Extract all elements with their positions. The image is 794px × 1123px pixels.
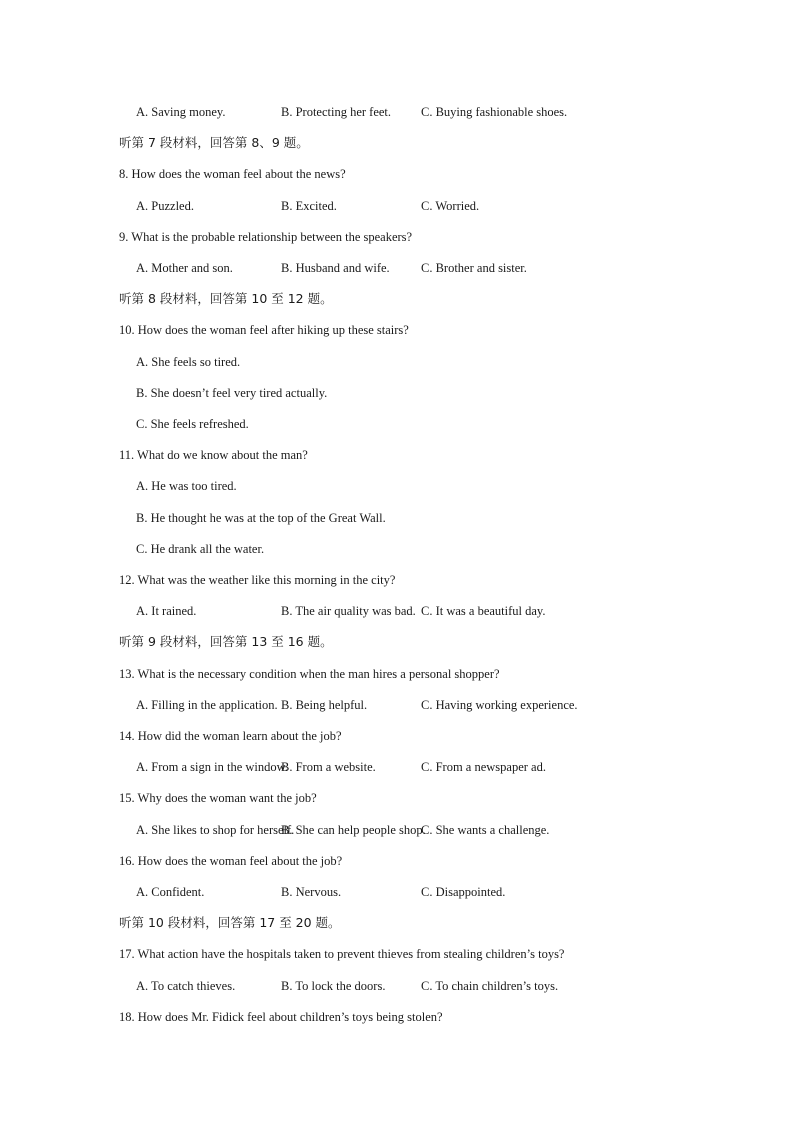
answer-option: B. The air quality was bad. bbox=[281, 604, 416, 618]
answer-option: A. Filling in the application. bbox=[136, 698, 278, 712]
question-text: 13. What is the necessary condition when the man hires a personal shopper? bbox=[119, 667, 500, 681]
question-text: 11. What do we know about the man? bbox=[119, 448, 308, 462]
answer-option: C. Buying fashionable shoes. bbox=[421, 105, 568, 119]
answer-option: C. Brother and sister. bbox=[421, 261, 527, 275]
answer-option: A. Puzzled. bbox=[136, 199, 194, 213]
answer-option: B. Being helpful. bbox=[281, 698, 368, 712]
answer-option: B. Excited. bbox=[281, 199, 337, 213]
answer-option: C. To chain children’s toys. bbox=[421, 979, 559, 993]
answer-option: C. Having working experience. bbox=[421, 698, 578, 712]
answer-option: C. It was a beautiful day. bbox=[421, 604, 546, 618]
question-text: 17. What action have the hospitals taken to prevent thieves from stealing children’s toys? bbox=[119, 947, 565, 961]
answer-option: A. She likes to shop for herself. bbox=[136, 823, 295, 837]
answer-option: B. She can help people shop. bbox=[281, 823, 426, 837]
question-text: 8. How does the woman feel about the news? bbox=[119, 167, 346, 181]
section-instruction: 听第 7 段材料，回答第 8、9 题。 bbox=[119, 135, 309, 150]
answer-option: B. From a website. bbox=[281, 760, 376, 774]
answer-option: A. He was too tired. bbox=[136, 479, 237, 493]
answer-option: C. Disappointed. bbox=[421, 885, 506, 899]
question-text: 18. How does Mr. Fidick feel about children’s toys being stolen? bbox=[119, 1010, 443, 1024]
answer-option: A. She feels so tired. bbox=[136, 355, 241, 369]
section-instruction: 听第 10 段材料，回答第 17 至 20 题。 bbox=[119, 915, 341, 930]
question-text: 12. What was the weather like this morning in the city? bbox=[119, 573, 396, 587]
question-text: 10. How does the woman feel after hiking up these stairs? bbox=[119, 323, 409, 337]
answer-option: B. Nervous. bbox=[281, 885, 342, 899]
answer-option: B. Husband and wife. bbox=[281, 261, 390, 275]
answer-option: A. From a sign in the window. bbox=[136, 760, 288, 774]
answer-option: A. It rained. bbox=[136, 604, 197, 618]
answer-option: B. To lock the doors. bbox=[281, 979, 386, 993]
question-text: 16. How does the woman feel about the job? bbox=[119, 854, 343, 868]
answer-option: A. Mother and son. bbox=[136, 261, 233, 275]
answer-option: B. She doesn’t feel very tired actually. bbox=[136, 386, 328, 400]
answer-option: C. She feels refreshed. bbox=[136, 417, 249, 431]
section-instruction: 听第 8 段材料，回答第 10 至 12 题。 bbox=[119, 291, 333, 306]
question-text: 14. How did the woman learn about the job? bbox=[119, 729, 342, 743]
answer-option: C. Worried. bbox=[421, 199, 480, 213]
answer-option: A. Confident. bbox=[136, 885, 205, 899]
answer-option: C. From a newspaper ad. bbox=[421, 760, 546, 774]
answer-option: C. She wants a challenge. bbox=[421, 823, 550, 837]
answer-option: A. To catch thieves. bbox=[136, 979, 236, 993]
question-text: 9. What is the probable relationship between the speakers? bbox=[119, 230, 413, 244]
question-text: 15. Why does the woman want the job? bbox=[119, 791, 317, 805]
section-instruction: 听第 9 段材料，回答第 13 至 16 题。 bbox=[119, 634, 333, 649]
answer-option: C. He drank all the water. bbox=[136, 542, 265, 556]
answer-option: B. He thought he was at the top of the Great Wall. bbox=[136, 511, 386, 525]
answer-option: A. Saving money. bbox=[136, 105, 226, 119]
answer-option: B. Protecting her feet. bbox=[281, 105, 392, 119]
